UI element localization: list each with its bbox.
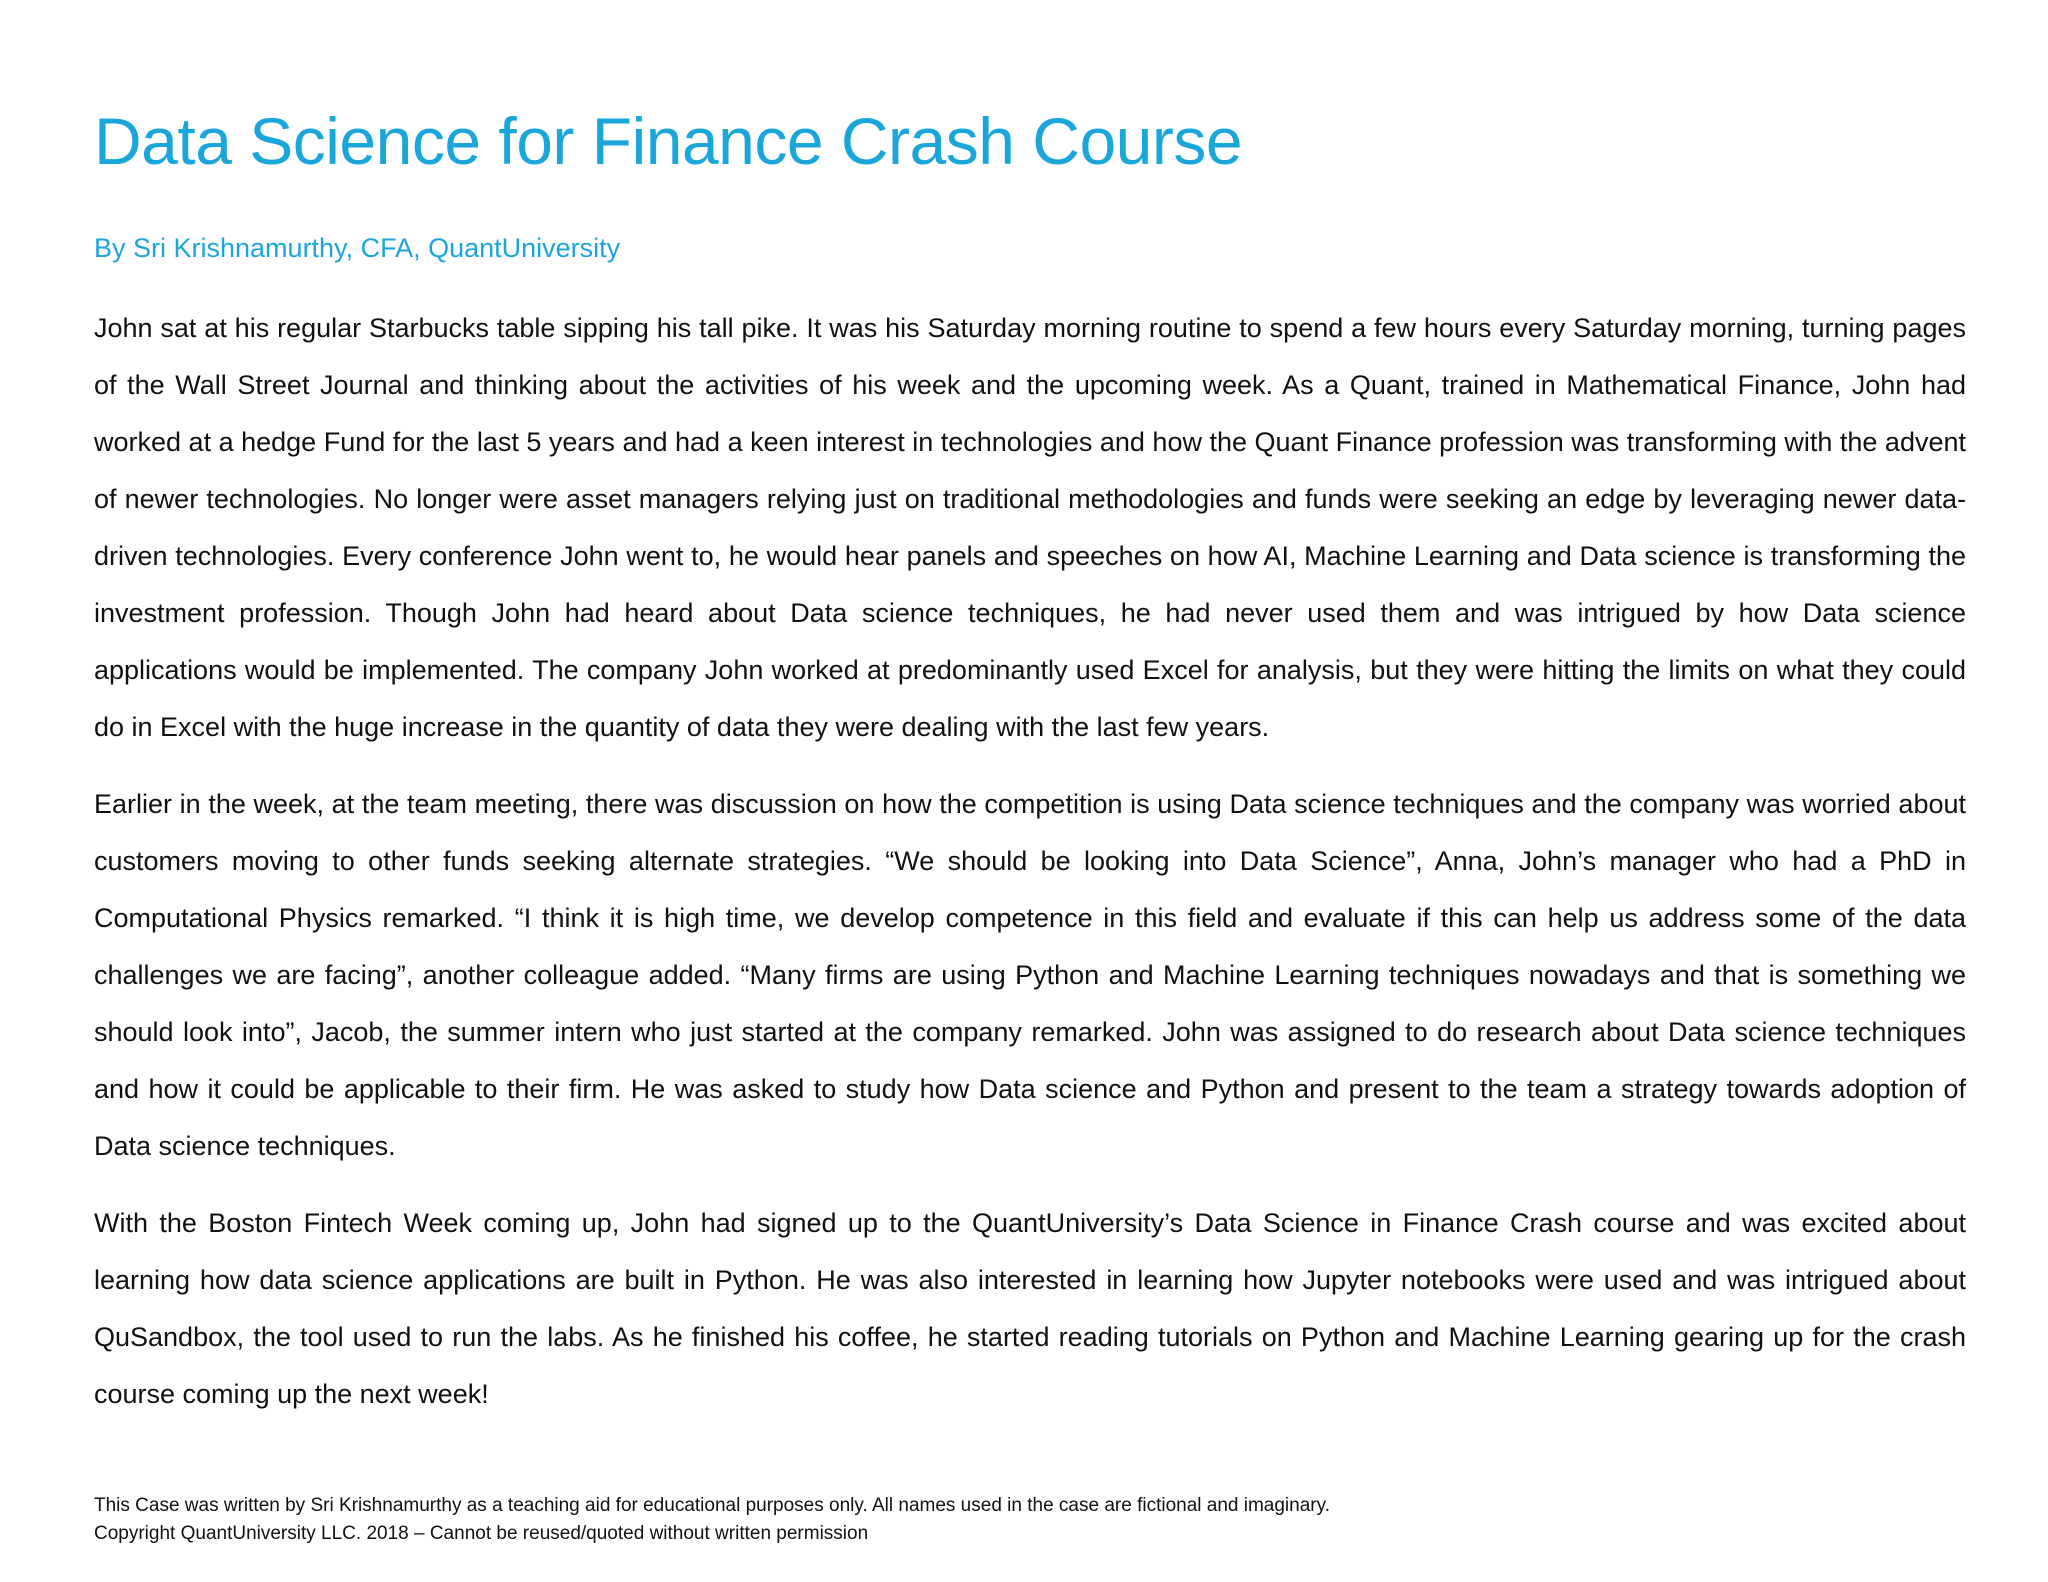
document-body xyxy=(94,300,1966,1443)
footer-copyright: Copyright QuantUniversity LLC. 2018 – Cannot be reused/quoted without written permission xyxy=(94,1523,869,1544)
paragraph-1: John sat at his regular Starbucks table sipping his tall pike. It was his Saturday morning routine to spend a few hours every Saturday morning, turning pages of the Wall Street Journal and thinking about the activities of his week and the upcoming week. As a Quant, trained in Mathematical Finance, John had worked at a hedge Fund for the last 5 years and had a keen interest in technologies and how the Quant Finance profession was transforming with the advent of newer technologies. No longer were asset managers relying just on traditional methodologies and funds were seeking an edge by leveraging newer data-driven technologies. Every conference John went to, he would hear panels and speeches on how AI, Machine Learning and Data science is transforming the investment profession. Though John had heard about Data science techniques, he had never used them and was intrigued by how Data science applications would be implemented. The company John worked at predominantly used Excel for analysis, but they were hitting the limits on what they could do in Excel with the huge increase in the quantity of data they were dealing with the last few years. xyxy=(94,313,1966,742)
paragraph-2: Earlier in the week, at the team meeting, there was discussion on how the competition is using Data science techniques and the company was worried about customers moving to other funds seeking alternate strategies. “We should be looking into Data Science”, Anna, John’s manager who had a PhD in Computational Physics remarked. “I think it is high time, we develop competence in this field and evaluate if this can help us address some of the data challenges we are facing”, another colleague added. “Many firms are using Python and Machine Learning techniques nowadays and that is something we should look into”, Jacob, the summer intern who just started at the company remarked. John was assigned to do research about Data science techniques and how it could be applicable to their firm. He was asked to study how Data science and Python and present to the team a strategy towards adoption of Data science techniques. xyxy=(94,789,1966,1161)
author-byline: By Sri Krishnamurthy, CFA, QuantUniversity xyxy=(94,233,621,263)
page-title: Data Science for Finance Crash Course xyxy=(94,104,1243,178)
document-footer xyxy=(94,1492,1966,1548)
paragraph-3: With the Boston Fintech Week coming up, John had signed up to the QuantUniversity’s Data Science in Finance Crash course and was excited about learning how data science applications are built in Python. He was also interested in learning how Jupyter notebooks were used and was intrigued about QuSandbox, the tool used to run the labs. As he finished his coffee, he started reading tutorials on Python and Machine Learning gearing up for the crash course coming up the next week! xyxy=(94,1208,1966,1409)
footer-disclaimer: This Case was written by Sri Krishnamurthy as a teaching aid for educational purposes only. All names used in the case are fictional and imaginary. xyxy=(94,1495,1330,1516)
